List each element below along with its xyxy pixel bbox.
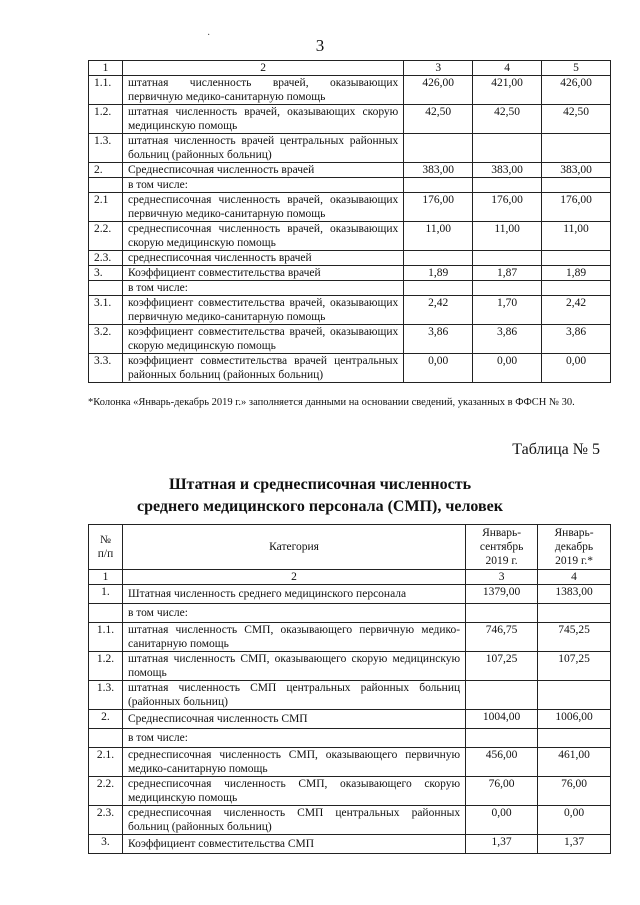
head-jan-sep: Январь-сентябрь 2019 г. (466, 525, 538, 570)
row-number: 1. (89, 585, 123, 604)
table-row (89, 76, 611, 105)
row-value: 746,75 (466, 623, 538, 652)
row-label: среднесписочная численность СМП центральных районных больниц (районных больниц) (122, 806, 465, 835)
row-value (542, 134, 611, 163)
column-index: 1 (89, 61, 123, 76)
row-value (473, 134, 542, 163)
table-row (89, 777, 611, 806)
row-label: штатная численность врачей, оказывающих первичную медико-санитарную помощь (122, 76, 403, 105)
table-row (89, 585, 611, 604)
row-label: в том числе: (122, 729, 465, 748)
row-value (473, 251, 542, 266)
head-category: Категория (122, 525, 465, 570)
row-value: 1,70 (473, 296, 542, 325)
table-row (89, 134, 611, 163)
row-value (404, 251, 473, 266)
page-number: 3 (315, 36, 325, 55)
table-row (89, 266, 611, 281)
footnote: *Колонка «Январь-декабрь 2019 г.» заполняется данными на основании сведений, указанных в ФФСН № 30. (88, 397, 575, 408)
row-number: 2.3. (89, 806, 123, 835)
row-label: в том числе: (122, 281, 403, 296)
row-value: 107,25 (466, 652, 538, 681)
row-number (89, 178, 123, 193)
row-number: 2. (89, 710, 123, 729)
row-value: 0,00 (473, 354, 542, 383)
row-number: 3.2. (89, 325, 123, 354)
column-index: 1 (89, 570, 123, 585)
row-value (542, 178, 611, 193)
table-row (89, 354, 611, 383)
row-value: 11,00 (404, 222, 473, 251)
table-row (89, 105, 611, 134)
title-line-1: Штатная и среднесписочная численность (168, 476, 472, 493)
row-number: 2.1. (89, 748, 123, 777)
row-value (538, 604, 611, 623)
row-label: штатная численность СМП, оказывающего первичную медико-санитарную помощь (122, 623, 465, 652)
row-value (538, 681, 611, 710)
row-value: 0,00 (466, 806, 538, 835)
row-number: 3.3. (89, 354, 123, 383)
table-row (89, 652, 611, 681)
row-value: 426,00 (404, 76, 473, 105)
head-jan-dec: Январь-декабрь 2019 г.* (538, 525, 611, 570)
column-index: 2 (122, 61, 403, 76)
row-number (89, 281, 123, 296)
row-number: 1.2. (89, 652, 123, 681)
table-row (89, 296, 611, 325)
row-label: среднесписочная численность СМП, оказывающего первичную медико-санитарную помощь (122, 748, 465, 777)
row-number: 1.3. (89, 681, 123, 710)
row-value: 76,00 (466, 777, 538, 806)
row-number: 2.1 (89, 193, 123, 222)
row-value: 1004,00 (466, 710, 538, 729)
row-label: среднесписочная численность врачей (122, 251, 403, 266)
row-value: 0,00 (542, 354, 611, 383)
table-row (89, 325, 611, 354)
row-number: 1.1. (89, 76, 123, 105)
row-value: 426,00 (542, 76, 611, 105)
table-row (89, 281, 611, 296)
row-value: 2,42 (404, 296, 473, 325)
row-value: 3,86 (542, 325, 611, 354)
row-label: штатная численность СМП центральных районных больниц (районных больниц) (122, 681, 465, 710)
row-value (466, 604, 538, 623)
row-value: 1,89 (542, 266, 611, 281)
head-number: № п/п (89, 525, 123, 570)
row-value (404, 178, 473, 193)
row-value: 383,00 (404, 163, 473, 178)
doctors-staff-table (88, 60, 611, 383)
table-row (89, 163, 611, 178)
row-value: 1,37 (466, 835, 538, 854)
column-index: 2 (122, 570, 465, 585)
table-row (89, 178, 611, 193)
row-value (466, 729, 538, 748)
row-value: 11,00 (542, 222, 611, 251)
row-value: 176,00 (473, 193, 542, 222)
row-value: 1379,00 (466, 585, 538, 604)
table-index-row (89, 570, 611, 585)
row-value (466, 681, 538, 710)
column-index: 3 (466, 570, 538, 585)
table-row (89, 222, 611, 251)
table-label: Таблица № 5 (512, 441, 600, 458)
row-value: 176,00 (542, 193, 611, 222)
row-value: 76,00 (538, 777, 611, 806)
row-label: среднесписочная численность врачей, оказывающих скорую медицинскую помощь (122, 222, 403, 251)
row-label: коэффициент совместительства врачей, оказывающих скорую медицинскую помощь (122, 325, 403, 354)
nurses-staff-table (88, 524, 611, 854)
row-number: 3. (89, 835, 123, 854)
table-row (89, 193, 611, 222)
row-label: в том числе: (122, 604, 465, 623)
row-number (89, 729, 123, 748)
row-number: 2.3. (89, 251, 123, 266)
row-label: Коэффициент совместительства врачей (122, 266, 403, 281)
row-number: 2.2. (89, 777, 123, 806)
row-label: коэффициент совместительства врачей, оказывающих первичную медико-санитарную помощь (122, 296, 403, 325)
row-label: коэффициент совместительства врачей центральных районных больниц (районных больниц) (122, 354, 403, 383)
table-row (89, 623, 611, 652)
row-number: 1.2. (89, 105, 123, 134)
table-row (89, 806, 611, 835)
title-line-2: среднего медицинского персонала (СМП), человек (137, 498, 503, 515)
column-index: 5 (542, 61, 611, 76)
row-value: 0,00 (404, 354, 473, 383)
column-index: 4 (538, 570, 611, 585)
row-value: 461,00 (538, 748, 611, 777)
row-value: 383,00 (473, 163, 542, 178)
row-value: 42,50 (404, 105, 473, 134)
row-value: 421,00 (473, 76, 542, 105)
table-title (0, 474, 640, 518)
row-number: 3.1. (89, 296, 123, 325)
row-label: штатная численность врачей центральных районных больниц (районных больниц) (122, 134, 403, 163)
row-value: 383,00 (542, 163, 611, 178)
table-row (89, 710, 611, 729)
row-value: 42,50 (542, 105, 611, 134)
table-row (89, 835, 611, 854)
row-label: Среднесписочная численность врачей (122, 163, 403, 178)
row-value: 107,25 (538, 652, 611, 681)
scan-speck: · (207, 30, 211, 41)
row-value: 1383,00 (538, 585, 611, 604)
table-row (89, 729, 611, 748)
row-value: 745,25 (538, 623, 611, 652)
row-number: 1.1. (89, 623, 123, 652)
row-value: 1006,00 (538, 710, 611, 729)
row-label: среднесписочная численность СМП, оказывающего скорую медицинскую помощь (122, 777, 465, 806)
row-value: 1,89 (404, 266, 473, 281)
row-value (473, 281, 542, 296)
row-number: 1.3. (89, 134, 123, 163)
table-row (89, 748, 611, 777)
row-value (404, 281, 473, 296)
row-label: в том числе: (122, 178, 403, 193)
row-value (404, 134, 473, 163)
row-label: штатная численность врачей, оказывающих скорую медицинскую помощь (122, 105, 403, 134)
row-value: 3,86 (404, 325, 473, 354)
row-value (542, 251, 611, 266)
row-value: 11,00 (473, 222, 542, 251)
row-value: 456,00 (466, 748, 538, 777)
table-row (89, 681, 611, 710)
row-label: Штатная численность среднего медицинского персонала (122, 585, 465, 604)
table-index-row (89, 61, 611, 76)
column-index: 3 (404, 61, 473, 76)
table-head-row (89, 525, 611, 570)
row-label: среднесписочная численность врачей, оказывающих первичную медико-санитарную помощь (122, 193, 403, 222)
table-row (89, 251, 611, 266)
row-value (542, 281, 611, 296)
row-number: 2.2. (89, 222, 123, 251)
row-label: Среднесписочная численность СМП (122, 710, 465, 729)
row-value (473, 178, 542, 193)
row-value: 1,37 (538, 835, 611, 854)
column-index: 4 (473, 61, 542, 76)
row-number (89, 604, 123, 623)
table-row (89, 604, 611, 623)
row-value: 3,86 (473, 325, 542, 354)
row-value: 0,00 (538, 806, 611, 835)
row-value: 176,00 (404, 193, 473, 222)
row-label: штатная численность СМП, оказывающего скорую медицинскую помощь (122, 652, 465, 681)
row-value: 1,87 (473, 266, 542, 281)
row-label: Коэффициент совместительства СМП (122, 835, 465, 854)
row-value: 42,50 (473, 105, 542, 134)
row-number: 3. (89, 266, 123, 281)
row-value: 2,42 (542, 296, 611, 325)
row-value (538, 729, 611, 748)
row-number: 2. (89, 163, 123, 178)
